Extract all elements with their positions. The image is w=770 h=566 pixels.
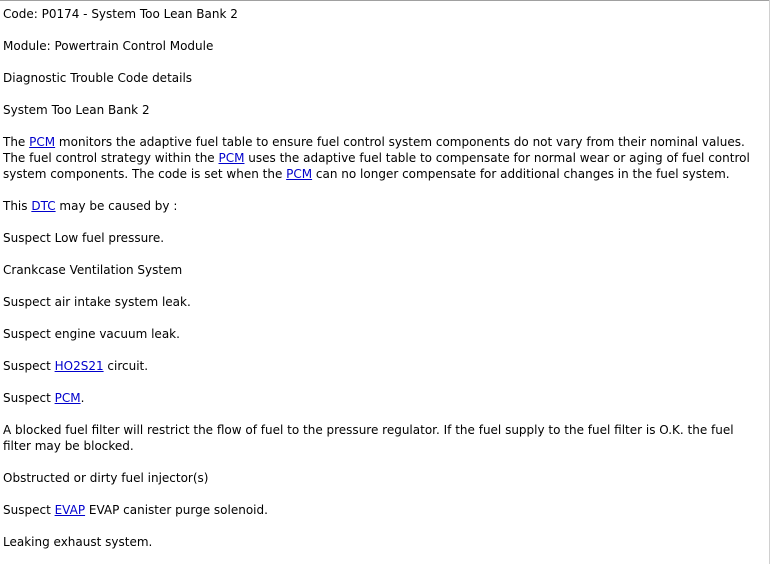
cause-pcm [3, 390, 765, 406]
dtc-document [3, 6, 765, 566]
dtc-link[interactable]: DTC [31, 199, 56, 213]
dtc-title: System Too Lean Bank 2 [3, 103, 150, 117]
description-text: can no longer compensate for additional changes in the fuel system. [312, 167, 730, 181]
cause-ho2s21-circuit [3, 358, 765, 374]
caused-by-text: This [3, 199, 32, 213]
ho2s21-link[interactable]: HO2S21 [54, 359, 104, 373]
cause-text: Suspect [3, 359, 55, 373]
caused-by-line [3, 198, 765, 214]
cause-text: Suspect [3, 503, 55, 517]
cause-text: EVAP canister purge solenoid. [85, 503, 268, 517]
section-title: Diagnostic Trouble Code details [3, 71, 193, 85]
pcm-link[interactable]: PCM [218, 151, 245, 165]
cause-evap-solenoid [3, 502, 765, 518]
caused-by-text: may be caused by : [55, 199, 178, 213]
cause-fuel-injector: Obstructed or dirty fuel injector(s) [3, 471, 209, 485]
top-border [0, 0, 770, 1]
cause-text: Suspect [3, 391, 55, 405]
cause-air-intake-leak: Suspect air intake system leak. [3, 295, 191, 309]
description-paragraph [3, 134, 765, 182]
pcm-link[interactable]: PCM [29, 135, 56, 149]
description-text: monitors the adaptive fuel table to ensure fuel control system components do not vary from their nominal values. The fuel control strategy within the [3, 135, 745, 165]
cause-fuel-filter: A blocked fuel filter will restrict the flow of fuel to the pressure regulator. If the fuel supply to the fuel filter is O.K. the fuel filter may be blocked. [3, 423, 734, 453]
evap-link[interactable]: EVAP [54, 503, 86, 517]
cause-exhaust-leak: Leaking exhaust system. [3, 535, 153, 549]
pcm-link[interactable]: PCM [54, 391, 81, 405]
cause-crankcase-ventilation: Crankcase Ventilation System [3, 263, 183, 277]
module-line: Module: Powertrain Control Module [3, 39, 214, 53]
description-text: The [3, 135, 30, 149]
description-text: uses the adaptive fuel table to compensate for normal wear or aging of fuel control system components. The code is set when the [3, 151, 750, 181]
cause-low-fuel-pressure: Suspect Low fuel pressure. [3, 231, 165, 245]
cause-text: . [80, 391, 85, 405]
code-line: Code: P0174 - System Too Lean Bank 2 [3, 7, 238, 21]
cause-text: circuit. [103, 359, 149, 373]
cause-vacuum-leak: Suspect engine vacuum leak. [3, 327, 180, 341]
pcm-link[interactable]: PCM [286, 167, 313, 181]
